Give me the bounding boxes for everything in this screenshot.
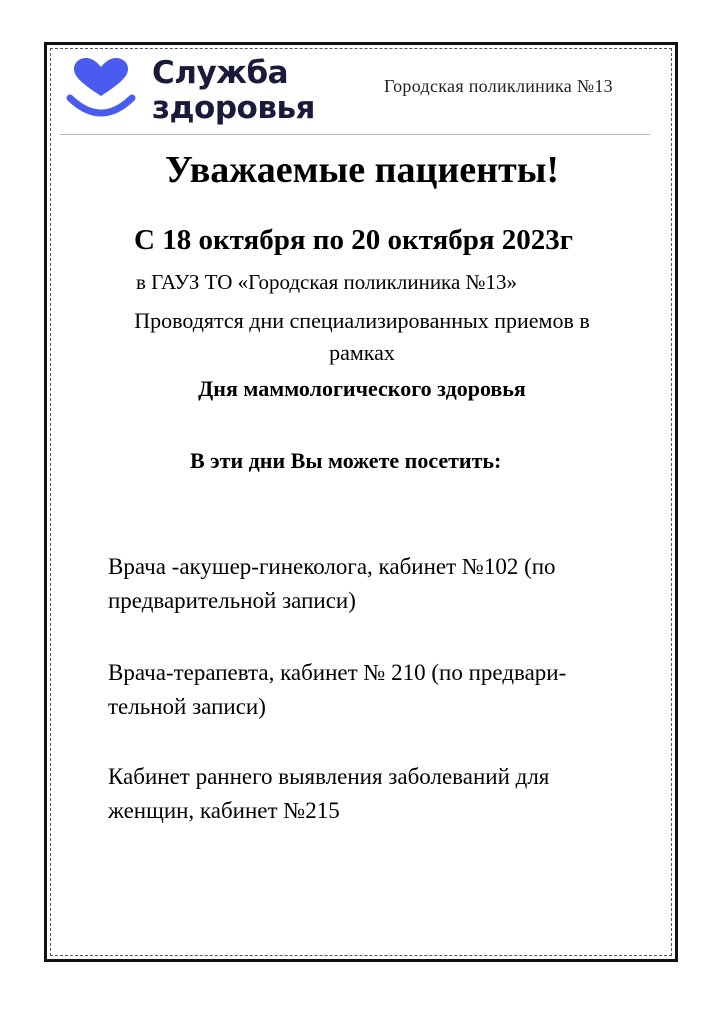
heart-smile-icon [66,58,136,122]
header-divider [60,134,650,135]
service-item-line1: Врача -акушер-гинеколога, кабинет №102 (по [108,554,556,579]
logo-line1: Служба [152,55,289,91]
clinic-header: Городская поликлиника №13 [384,76,613,96]
service-item-line2: предварительной записи) [108,588,356,613]
service-item-line1: Врача-терапевта, кабинет № 210 (по предвари- [108,660,567,685]
service-item [108,550,556,618]
logo-text [152,56,315,126]
logo-line2: здоровья [152,90,315,126]
service-item [108,656,566,724]
intro-line1: Проводятся дни специализированных приемов в [134,308,590,333]
event-name: Дня маммологического здоровья [198,376,526,401]
intro-line2: рамках [329,340,395,365]
can-visit-heading: В эти дни Вы можете посетить: [190,448,502,473]
sluzhba-zdorovya-logo [66,56,346,130]
date-range: С 18 октября по 20 октября 2023г [134,224,573,256]
service-item-line2: женщин, кабинет №215 [108,798,340,823]
service-item-line1: Кабинет раннего выявления заболеваний для [108,764,550,789]
institution-name: в ГАУЗ ТО «Городская поликлиника №13» [136,270,518,294]
greeting-title: Уважаемые пациенты! [164,149,560,191]
service-item [108,760,549,828]
service-item-line2: тельной записи) [108,694,266,719]
